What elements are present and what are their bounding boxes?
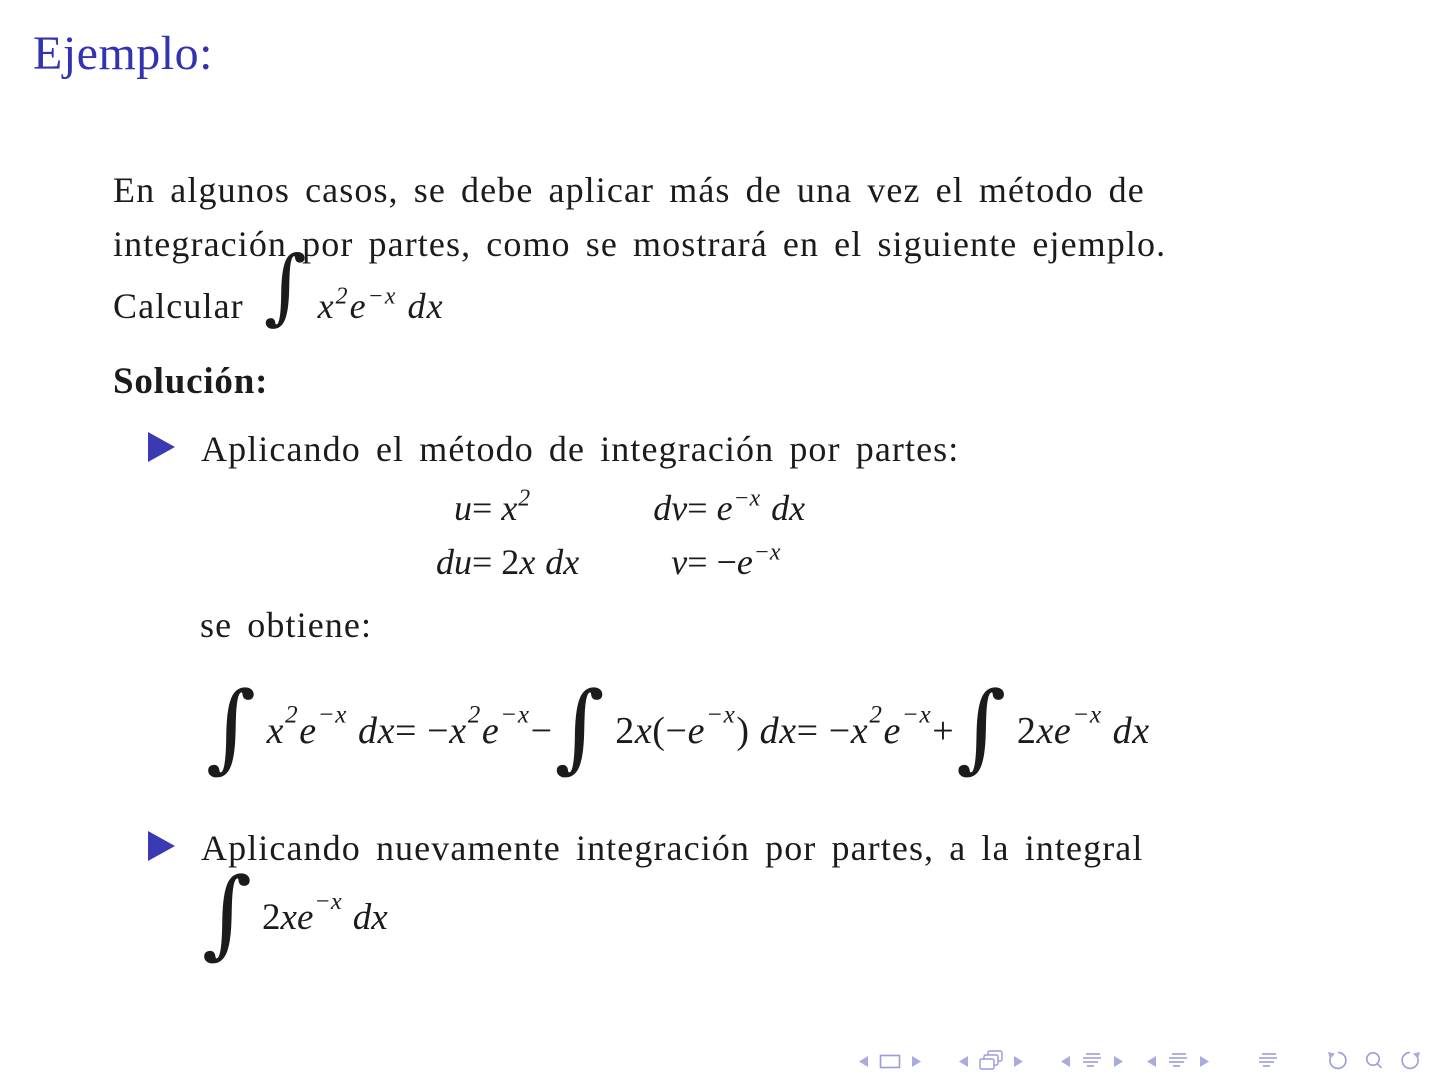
section-icon[interactable] xyxy=(1166,1051,1190,1071)
section-prev-arrow-icon[interactable] xyxy=(1146,1055,1157,1068)
eq-u-rhs: = x2 xyxy=(472,485,531,528)
bullet2-label: Aplicando nuevamente integración por partes, a la integral xyxy=(201,828,1144,868)
intro-line-1: En algunos casos, se debe aplicar más de una vez el método de xyxy=(113,170,1145,210)
calcular-row xyxy=(113,239,444,354)
eq-dv-lhs: dv xyxy=(653,488,688,528)
eq-u-lhs: u xyxy=(454,488,472,528)
eq-dv-rhs: = e−x dx xyxy=(687,485,806,528)
subsection-prev-arrow-icon[interactable] xyxy=(1060,1055,1071,1068)
frames-icon[interactable] xyxy=(978,1050,1004,1072)
frame-next-arrow-icon[interactable] xyxy=(1013,1055,1024,1068)
forward-icon[interactable] xyxy=(1398,1050,1422,1072)
subsection-icon[interactable] xyxy=(1080,1051,1104,1071)
bullet1-label: Aplicando el método de integración por partes: xyxy=(201,429,960,469)
slide-title: Ejemplo: xyxy=(33,27,213,80)
eq-du-lhs: du xyxy=(436,542,472,582)
main-equation: ∫ x 2 e −x dx = − x 2 e −x − ∫ 2 x (− e −x ) dx = − x 2 e −x + ∫ 2 x e −x dx xyxy=(206,670,1150,783)
intro-line-2: integración por partes, como se mostrará en el siguiente ejemplo. xyxy=(113,224,1167,264)
section-nav-group xyxy=(1146,1051,1210,1071)
slide-next-arrow-icon[interactable] xyxy=(911,1055,922,1068)
history-nav-group xyxy=(1326,1050,1422,1072)
section-next-arrow-icon[interactable] xyxy=(1199,1055,1210,1068)
subsection-nav-group xyxy=(1060,1051,1124,1071)
second-integral-formula: ∫ 2 x e −x dx xyxy=(202,857,388,969)
slide-nav-group xyxy=(858,1053,922,1070)
eq-v-rhs: = −e−x xyxy=(687,539,781,582)
presentation-icon[interactable] xyxy=(1256,1051,1280,1071)
eq-du-rhs: = 2x dx xyxy=(472,542,580,582)
bullet-triangle-icon xyxy=(148,831,175,861)
substitution-equations xyxy=(436,487,805,583)
calcular-integral-formula: ∫ x2e−x dx xyxy=(263,239,444,334)
solution-heading: Solución: xyxy=(113,361,269,402)
frame-prev-arrow-icon[interactable] xyxy=(958,1055,969,1068)
eq-v-lhs: v xyxy=(671,542,688,582)
search-icon[interactable] xyxy=(1363,1050,1385,1072)
frame-nav-group xyxy=(958,1050,1024,1072)
se-obtiene-label: se obtiene: xyxy=(200,605,373,645)
calcular-label: Calcular xyxy=(113,286,244,326)
subsection-next-arrow-icon[interactable] xyxy=(1113,1055,1124,1068)
bullet-triangle-icon xyxy=(148,432,175,462)
presentation-nav-group xyxy=(1256,1051,1280,1071)
slide-icon[interactable] xyxy=(878,1053,902,1070)
beamer-navigation-bar xyxy=(858,1050,1422,1072)
slide-prev-arrow-icon[interactable] xyxy=(858,1055,869,1068)
back-icon[interactable] xyxy=(1326,1050,1350,1072)
